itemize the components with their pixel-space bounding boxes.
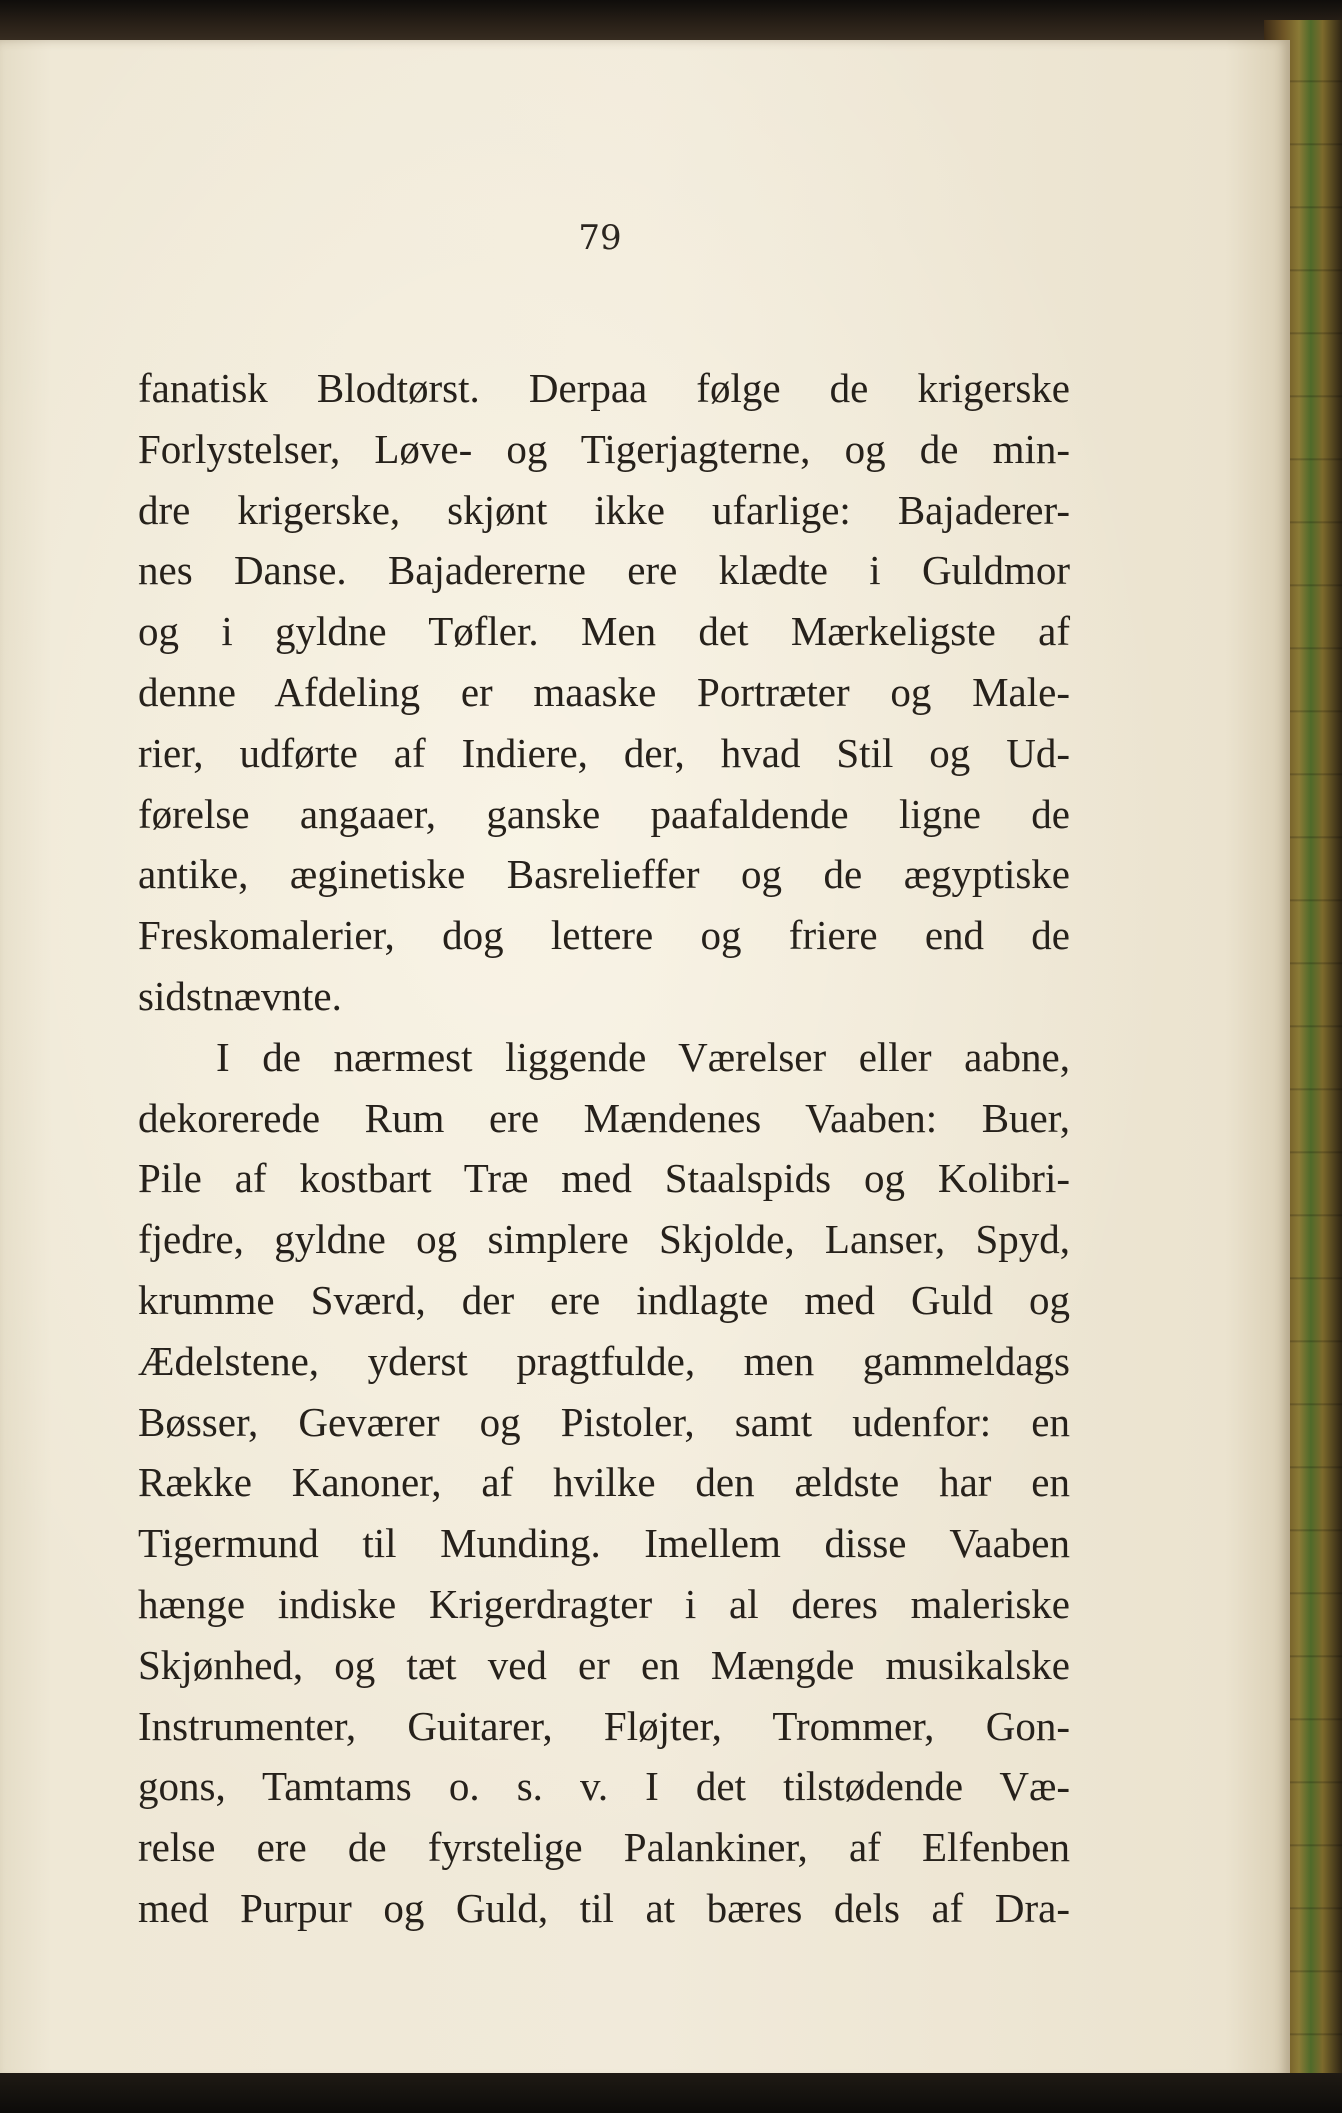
text-line: hænge indiske Krigerdragter i al deres maleriske bbox=[138, 1580, 1070, 1627]
text-line: Tigermund til Munding. Imellem disse Vaaben bbox=[138, 1520, 1070, 1567]
text-line: Instrumenter, Guitarer, Fløjter, Trommer, Gon- bbox=[138, 1702, 1070, 1749]
text-line: dekorerede Rum ere Mændenes Vaaben: Buer, bbox=[138, 1094, 1070, 1141]
text-line: dre krigerske, skjønt ikke ufarlige: Bajaderer- bbox=[138, 486, 1070, 533]
text-line: fanatisk Blodtørst. Derpaa følge de krigerske bbox=[138, 365, 1070, 411]
text-line: gons, Tamtams o. s. v. I det tilstødende Væ- bbox=[138, 1763, 1070, 1810]
text-line: førelse angaaer, ganske paafaldende ligne de bbox=[138, 790, 1070, 837]
text-line-paragraph-end: sidstnævnte. bbox=[138, 972, 342, 1019]
text-line: antike, æginetiske Basrelieffer og de ægyptiske bbox=[138, 851, 1070, 898]
body-text bbox=[138, 358, 1070, 1939]
text-line: Bøsser, Geværer og Pistoler, samt udenfor: en bbox=[138, 1398, 1070, 1445]
text-line: Skjønhed, og tæt ved er en Mængde musikalske bbox=[138, 1641, 1070, 1688]
text-line: fjedre, gyldne og simplere Skjolde, Lanser, Spyd, bbox=[138, 1216, 1070, 1263]
scan-bottom-edge bbox=[0, 2073, 1342, 2113]
text-line: rier, udførte af Indiere, der, hvad Stil og Ud- bbox=[138, 729, 1070, 776]
text-line: Række Kanoner, af hvilke den ældste har en bbox=[138, 1459, 1070, 1506]
text-line: relse ere de fyrstelige Palankiner, af Elfenben bbox=[138, 1824, 1070, 1871]
text-line: nes Danse. Bajadererne ere klædte i Guldmor bbox=[138, 547, 1070, 594]
book-page bbox=[0, 40, 1290, 2080]
text-line-paragraph-start: I de nærmest liggende Værelser eller aabne, bbox=[216, 1033, 1070, 1080]
text-line: Ædelstene, yderst pragtfulde, men gammeldags bbox=[138, 1337, 1070, 1384]
text-line: Forlystelser, Løve- og Tigerjagterne, og de min- bbox=[138, 425, 1070, 472]
page-number: 79 bbox=[578, 218, 622, 258]
text-line: denne Afdeling er maaske Portræter og Male- bbox=[138, 668, 1070, 715]
text-line: med Purpur og Guld, til at bæres dels af Dra- bbox=[138, 1884, 1070, 1931]
text-line: Freskomalerier, dog lettere og friere end de bbox=[138, 912, 1070, 959]
text-line: krumme Sværd, der ere indlagte med Guld og bbox=[138, 1276, 1070, 1323]
text-line: og i gyldne Tøfler. Men det Mærkeligste af bbox=[138, 608, 1070, 655]
text-line: Pile af kostbart Træ med Staalspids og Kolibri- bbox=[138, 1155, 1070, 1202]
